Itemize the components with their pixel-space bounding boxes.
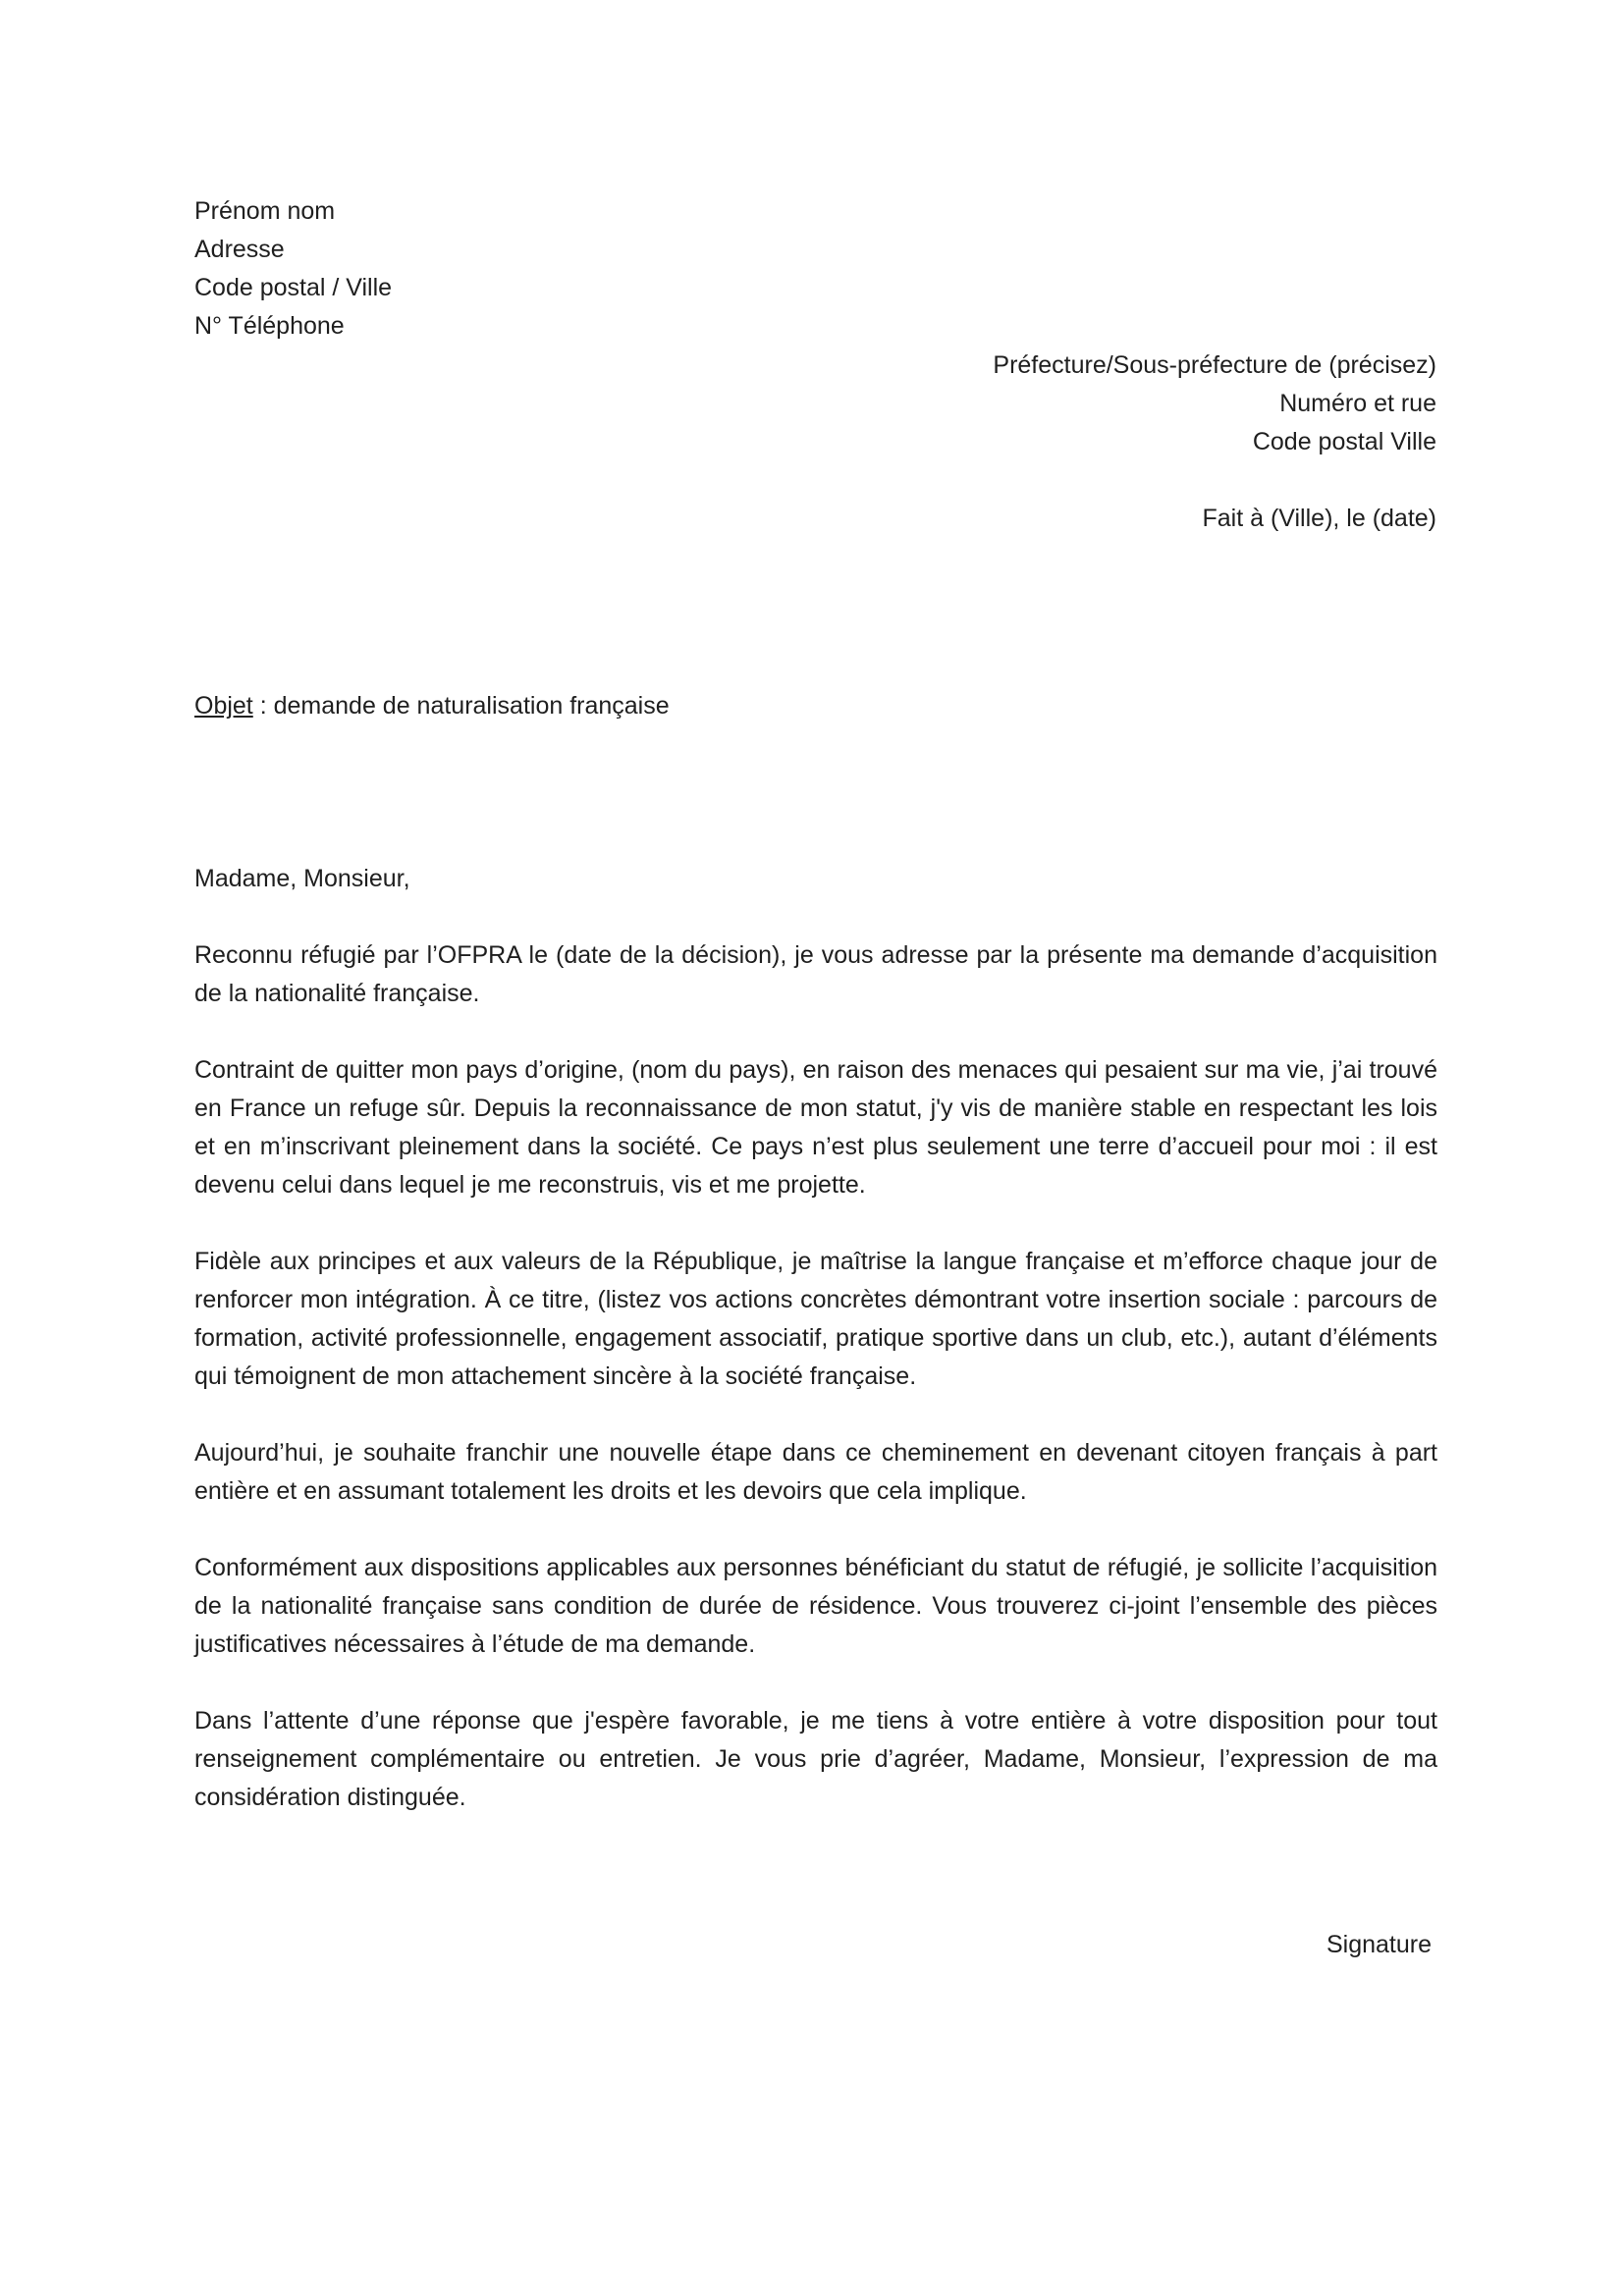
salutation: Madame, Monsieur, [194, 865, 410, 892]
subject-text: : demande de naturalisation française [252, 692, 670, 720]
sender-phone: N° Téléphone [194, 312, 345, 340]
sender-city: Code postal / Ville [194, 274, 393, 301]
body-paragraph: Fidèle aux principes et aux valeurs de la République, je maîtrise la langue française et m’efforce chaque jour de renforcer mon intégration. À ce titre, (listez vos actions concrètes démontrant votre insertion sociale : parcours de formation, activité professionnelle, engagement associatif, pratique sportive dans un club, etc.), autant d’éléments qui témoignent de mon attachement sincère à la société française. [194, 1248, 1437, 1390]
sender-name: Prénom nom [194, 197, 336, 225]
subject-label: Objet [194, 692, 253, 720]
body-paragraph: Aujourd’hui, je souhaite franchir une nouvelle étape dans ce cheminement en devenant citoyen français à part entière et en assumant totalement les droits et les devoirs que cela implique. [194, 1439, 1437, 1505]
body-paragraph: Conformément aux dispositions applicables aux personnes bénéficiant du statut de réfugié, je sollicite l’acquisition de la nationalité française sans condition de durée de résidence. Vous trouverez ci-joint l’ensemble des pièces justificatives nécessaires à l’étude de ma demande. [194, 1554, 1437, 1658]
signature: Signature [1326, 1931, 1432, 1958]
body-paragraph: Contraint de quitter mon pays d’origine, (nom du pays), en raison des menaces qui pesaient sur ma vie, j’ai trouvé en France un refuge sûr. Depuis la reconnaissance de mon statut, j'y vis de manière stable en respectant les lois et en m’inscrivant pleinement dans la société. Ce pays n’est plus seulement une terre d’accueil pour moi : il est devenu celui dans lequel je me reconstruis, vis et me projette. [194, 1056, 1437, 1199]
body-paragraph: Reconnu réfugié par l’OFPRA le (date de la décision), je vous adresse par la présente ma demande d’acquisition de la nationalité française. [194, 941, 1437, 1007]
recipient-office: Préfecture/Sous-préfecture de (précisez) [993, 351, 1436, 379]
sender-block [194, 192, 784, 346]
recipient-city: Code postal Ville [1252, 428, 1436, 455]
date-line: Fait à (Ville), le (date) [1202, 505, 1436, 532]
body-paragraph: Dans l’attente d’une réponse que j'espère favorable, je me tiens à votre entière à votre disposition pour tout renseignement complémentaire ou entretien. Je vous prie d’agréer, Madame, Monsieur, l’expression de ma considération distinguée. [194, 1707, 1437, 1811]
letter-body [194, 936, 1437, 1855]
recipient-block [651, 347, 1436, 461]
subject-line [194, 687, 1435, 725]
sender-address: Adresse [194, 236, 285, 263]
recipient-street: Numéro et rue [1279, 390, 1436, 417]
